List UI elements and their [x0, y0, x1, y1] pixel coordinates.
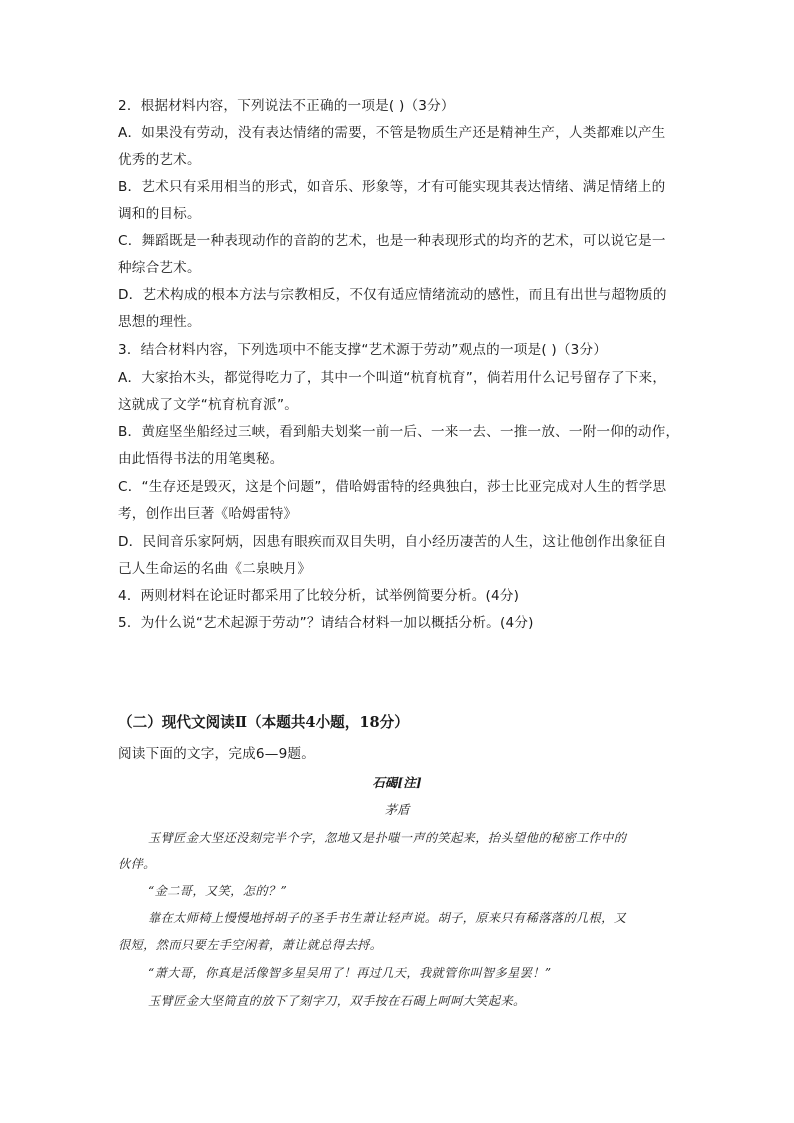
question-2-stem: 2．根据材料内容，下列说法不正确的一项是( )（3分） [118, 98, 455, 114]
reading-instruction: 阅读下面的文字，完成6—9题。 [118, 746, 316, 762]
question-5: 5．为什么说“艺术起源于劳动”？请结合材料一加以概括分析。(4分) [118, 615, 534, 631]
question-2-option-a-cont: 优秀的艺术。 [118, 152, 201, 168]
question-3-option-d: D．民间音乐家阿炳，因患有眼疾而双目失明，自小经历凄苦的人生，这让他创作出象征自 [118, 534, 667, 550]
question-3-option-b: B．黄庭坚坐船经过三峡，看到船夫划桨一前一后、一来一去、一推一放、一附一仰的动作， [118, 424, 680, 440]
story-dialogue: “金二哥，又笑，怎的？” [148, 884, 288, 898]
story-author: 茅盾 [384, 802, 410, 817]
question-3-option-a: A．大家抬木头，都觉得吃力了，其中一个叫道“杭育杭育”，倘若用什么记号留存了下来， [118, 370, 667, 386]
question-2-option-b-cont: 调和的目标。 [118, 206, 201, 222]
question-2-option-c: C．舞蹈既是一种表现动作的音韵的艺术，也是一种表现形式的均齐的艺术，可以说它是一 [118, 233, 666, 249]
question-2-option-b: B．艺术只有采用相当的形式，如音乐、形象等，才有可能实现其表达情绪、满足情绪上的 [118, 179, 666, 195]
story-paragraph: 玉臂匠金大坚简直的放下了刻字刀，双手按在石碣上呵呵大笑起来。 [148, 994, 526, 1008]
question-2-option-a: A．如果没有劳动，没有表达情绪的需要，不管是物质生产还是精神生产，人类都难以产生 [118, 125, 666, 141]
question-4: 4．两则材料在论证时都采用了比较分析，试举例简要分析。(4分) [118, 588, 520, 604]
question-2-option-c-cont: 种综合艺术。 [118, 260, 201, 276]
story-title: 石碣[注] [372, 775, 422, 790]
section-heading: （二）现代文阅读Ⅱ（本题共4小题，18分） [118, 714, 409, 731]
question-3-option-c-cont: 考，创作出巨著《哈姆雷特》 [118, 506, 298, 522]
question-3-stem: 3．结合材料内容，下列选项中不能支撑“艺术源于劳动”观点的一项是( )（3分） [118, 342, 608, 358]
question-2-option-d: D．艺术构成的根本方法与宗教相反，不仅有适应情绪流动的感性，而且有出世与超物质的 [118, 287, 667, 303]
question-3-option-d-cont: 己人生命运的名曲《二泉映月》 [118, 561, 312, 577]
question-2-option-d-cont: 思想的理性。 [118, 314, 201, 330]
question-3-option-b-cont: 由此悟得书法的用笔奥秘。 [118, 451, 284, 467]
story-paragraph: 玉臂匠金大坚还没刻完半个字，忽地又是扑嗤一声的笑起来，抬头望他的秘密工作中的 [148, 831, 627, 845]
story-paragraph: 靠在太师椅上慢慢地捋胡子的圣手书生萧让轻声说。胡子，原来只有稀落落的几根，又 [148, 911, 627, 925]
story-paragraph-cont: 很短，然而只要左手空闲着，萧让就总得去捋。 [118, 938, 383, 952]
question-3-option-a-cont: 这就成了文学“杭育杭育派”。 [118, 397, 299, 413]
story-dialogue: “萧大哥，你真是活像智多星吴用了！再过几天，我就管你叫智多星罢！” [148, 966, 552, 980]
story-paragraph-cont: 伙伴。 [118, 857, 156, 871]
question-3-option-c: C．“生存还是毁灭，这是个问题”，借哈姆雷特的经典独白，莎士比亚完成对人生的哲学思 [118, 479, 667, 495]
